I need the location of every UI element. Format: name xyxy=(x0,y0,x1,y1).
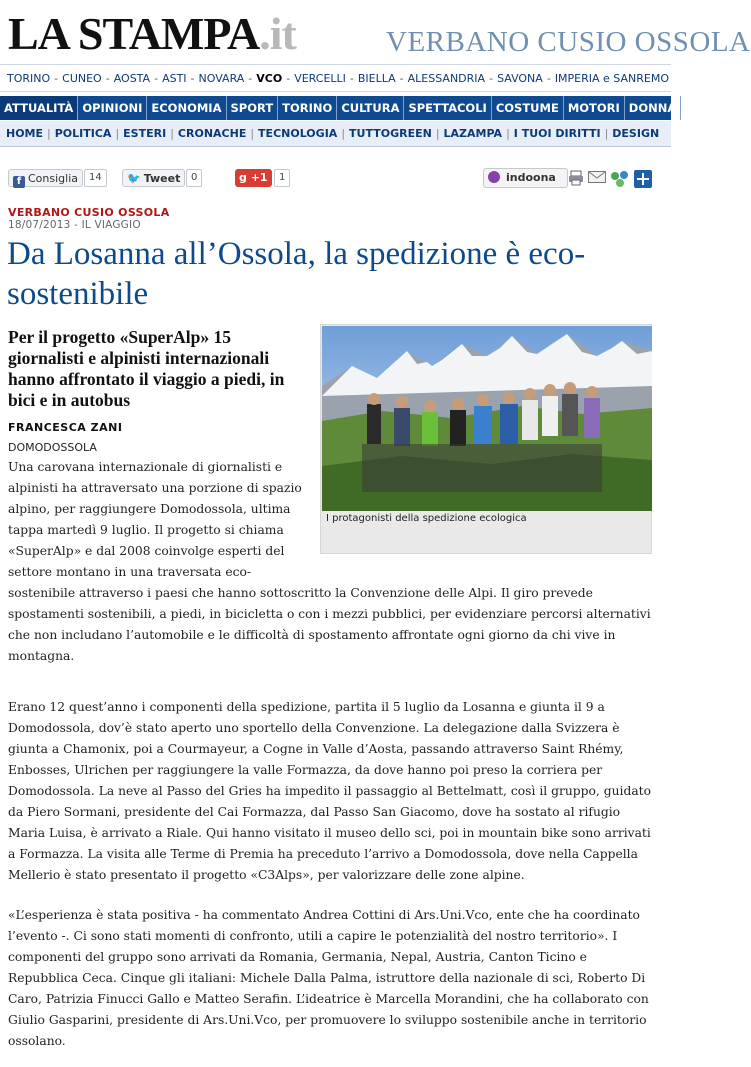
separator: - xyxy=(546,72,551,85)
subnav-item[interactable]: ESTERI xyxy=(123,127,167,140)
separator: - xyxy=(489,72,494,85)
subnav-item[interactable]: DESIGN xyxy=(612,127,660,140)
site-logo[interactable] xyxy=(8,6,296,62)
cities-item[interactable]: IMPERIA e SANREMO xyxy=(554,72,669,85)
separator: | xyxy=(170,127,174,140)
article-summary: Per il progetto «SuperAlp» 15 giornalisti e alpinisti internazionali hanno affrontato il viaggio a piedi, in bici e in autobus xyxy=(8,327,285,410)
cities-item[interactable]: NOVARA xyxy=(198,72,245,85)
facebook-like-label: Consiglia xyxy=(28,172,79,185)
mainnav-item[interactable]: MOTORI xyxy=(564,96,625,120)
subnav-item[interactable]: TECNOLOGIA xyxy=(258,127,338,140)
add-plus-icon[interactable] xyxy=(634,170,652,188)
article-date-section: 18/07/2013 - IL VIAGGIO xyxy=(8,219,141,231)
google-plus-count: 1 xyxy=(274,169,290,187)
subnav-item[interactable]: I TUOI DIRITTI xyxy=(513,127,601,140)
google-plus-label: +1 xyxy=(250,171,268,184)
indoona-button[interactable] xyxy=(483,168,568,188)
logo-main: LA STAMPA xyxy=(8,8,260,59)
cities-item[interactable]: ASTI xyxy=(162,72,187,85)
article-paragraph: Una carovana internazionale di giornalisti e alpinisti ha attraversato una porzione di spazio alpino, per raggiungere Domodossola, ultima tappa martedì 9 luglio. Il progetto si chiama «SuperAlp» e dal 2008 coinvolge esperti del settore montano in una traversata eco- xyxy=(8,460,302,579)
article-kicker[interactable]: VERBANO CUSIO OSSOLA xyxy=(8,206,170,219)
subnav-item[interactable]: CRONACHE xyxy=(177,127,247,140)
article-figure xyxy=(320,324,652,554)
separator: - xyxy=(399,72,404,85)
masthead xyxy=(0,0,751,62)
indoona-label: indoona xyxy=(506,171,556,184)
mainnav-item[interactable]: CULTURA xyxy=(337,96,404,120)
tweet-label: Tweet xyxy=(143,172,181,185)
edition-title[interactable]: VERBANO CUSIO OSSOLA xyxy=(386,26,751,58)
article-place: DOMODOSSOLA xyxy=(8,441,97,454)
article-paragraph: «L’esperienza è stata positiva - ha commentato Andrea Cottini di Ars.Uni.Vco, ente che ha coordinato l’evento -. Ci sono stati momenti di confronto, utili a capire le potenzialità del nostro territorio». I componenti del gruppo sono arrivati da Romania, Germania, Nepal, Austria, Canton Ticino e Repubblica Ceca. Cinque gli italiani: Michele Dalla Palma, istruttore della nazionale di sci, Roberto Di Caro, Patrizia Finucci Gallo e Matteo Serafin. L’ideatrice è Marcella Morandini, che ha collaborato con Giulio Gasparini, presidente di Ars.Uni.Vco, per promuovere lo sviluppo sostenibile anche in territorio ossolano. xyxy=(8,908,649,1048)
social-bar xyxy=(8,167,663,191)
cities-item[interactable]: VERCELLI xyxy=(294,72,346,85)
twitter-icon: 🐦 xyxy=(127,172,141,185)
mainnav-item[interactable]: OPINIONI xyxy=(78,96,147,120)
cities-item[interactable]: AOSTA xyxy=(113,72,151,85)
separator: - xyxy=(286,72,291,85)
email-icon[interactable] xyxy=(588,170,606,184)
separator: | xyxy=(506,127,510,140)
mainnav-item[interactable]: TORINO xyxy=(278,96,337,120)
separator: - xyxy=(248,72,253,85)
cities-item[interactable]: CUNEO xyxy=(62,72,102,85)
article-title: Da Losanna all’Ossola, la spedizione è eco-sostenibile xyxy=(7,236,586,312)
mainnav-item[interactable]: ECONOMIA xyxy=(147,96,226,120)
subnav-item[interactable]: LAZAMPA xyxy=(443,127,503,140)
separator: | xyxy=(435,127,440,140)
article-author: FRANCESCA ZANI xyxy=(8,421,123,434)
separator: - xyxy=(190,72,195,85)
subnav-item[interactable]: POLITICA xyxy=(54,127,112,140)
mainnav-item[interactable]: COSTUME xyxy=(492,96,564,120)
facebook-like-count: 14 xyxy=(84,169,107,187)
article-paragraph: Erano 12 quest’anno i componenti della spedizione, partita il 5 luglio da Losanna e giunta il 9 a Domodossola, dov’è stato aperto uno sportello della Convenzione. La delegazione dalla Svizzera è giunta a Chamonix, poi a Courmayeur, a Cogne in Valle d’Aosta, passando attraverso Saint Rhémy, Enbosses, Ulrichen per raggiungere la valle Formazza, da dove hanno poi preso la corriera per Domodossola. La neve al Passo del Gries ha impedito il passaggio al Bettelmatt, così il gruppo, guidato da Piero Sormani, presidente del Cai Formazza, dal Passo San Giacomo, dove ha sostato al rifugio Maria Luisa, è arrivato a Riale. Qui hanno visitato il museo dello sci, poi in mountain bike sono arrivati a Formazza. La visita alle Terme di Premia ha preceduto l’arrivo a Domodossola, dove nella Cappella Mellerio è stato presentato il progetto «C3Alps», per valorizzare delle zone alpine. xyxy=(8,700,651,882)
facebook-icon: f xyxy=(13,176,25,188)
separator: - xyxy=(105,72,110,85)
subnav-item[interactable]: TUTTOGREEN xyxy=(349,127,432,140)
separator: | xyxy=(250,127,255,140)
mainnav-item[interactable]: SPETTACOLI xyxy=(404,96,491,120)
separator: | xyxy=(341,127,346,140)
mainnav-item[interactable]: ATTUALITÀ xyxy=(0,96,78,120)
cities-item[interactable]: TORINO xyxy=(7,72,51,85)
separator: | xyxy=(47,127,51,140)
cities-item[interactable]: SAVONA xyxy=(497,72,543,85)
group-photo[interactable] xyxy=(322,326,652,511)
cities-item[interactable]: BIELLA xyxy=(357,72,396,85)
subnav-item[interactable]: HOME xyxy=(6,127,44,140)
cities-item[interactable]: VCO xyxy=(256,72,283,85)
separator: | xyxy=(115,127,120,140)
logo-tld: .it xyxy=(259,8,296,59)
share-network-icon[interactable] xyxy=(610,170,630,188)
cities-item[interactable]: ALESSANDRIA xyxy=(407,72,486,85)
facebook-like-button[interactable] xyxy=(8,169,83,187)
indoona-icon xyxy=(488,171,500,183)
cities-bar xyxy=(0,64,671,92)
photo-caption: I protagonisti della spedizione ecologica xyxy=(326,513,527,524)
separator: | xyxy=(604,127,609,140)
mainnav-item[interactable]: SPORT xyxy=(227,96,279,120)
separator: - xyxy=(54,72,59,85)
google-plus-icon: g xyxy=(239,171,247,184)
sub-nav xyxy=(0,121,671,147)
separator: - xyxy=(349,72,354,85)
article-paragraph: sostenibile attraverso i paesi che hanno sottoscritto la Convenzione delle Alpi. Il giro prevede spostamenti sostenibili, a piedi, in bicicletta o con i mezzi pubblici, per evidenziare percorsi alternativi che non includano l’automobile e le difficoltà di spostamento affrontate ogni giorno da chi vive in montagna. xyxy=(8,586,651,663)
google-plus-button[interactable] xyxy=(235,169,272,187)
main-nav xyxy=(0,96,677,120)
tweet-count: 0 xyxy=(186,169,202,187)
tweet-button[interactable] xyxy=(122,169,185,187)
mainnav-item[interactable]: DONNA xyxy=(625,96,681,120)
separator: - xyxy=(154,72,159,85)
print-icon[interactable] xyxy=(568,170,584,186)
